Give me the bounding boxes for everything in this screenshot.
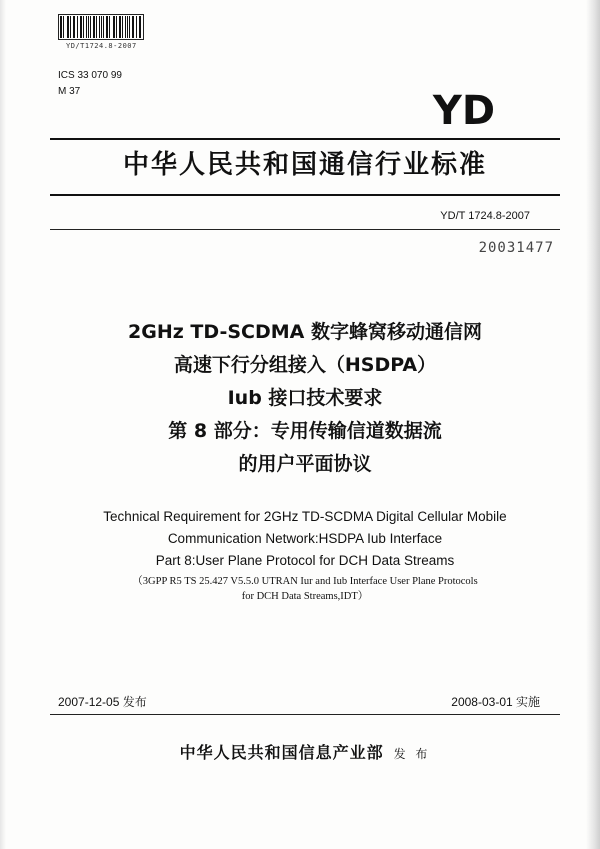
title-rule <box>50 194 560 196</box>
cn-title-line-2: 高速下行分组接入（HSDPA） <box>173 354 437 376</box>
yd-logo-text: YD <box>432 88 496 130</box>
en-title-line-3: Part 8:User Plane Protocol for DCH Data Streams <box>155 553 455 568</box>
barcode-text: YD/T1724.8-2007 <box>66 42 137 50</box>
barcode <box>58 14 144 40</box>
scan-edge-right <box>586 0 600 849</box>
number-rule <box>50 229 560 230</box>
reference-line-1: （3GPP R5 TS 25.427 V5.5.0 UTRAN Iur and Iub Interface User Plane Protocols <box>132 576 478 587</box>
implementation-date: 2008-03-01 实施 <box>451 695 540 709</box>
scan-edge-left <box>0 0 6 849</box>
bottom-rule <box>50 714 560 715</box>
cn-title-line-4: 第 8 部分：专用传输信道数据流 <box>168 420 442 442</box>
ics-code: ICS 33 070 99 <box>58 70 122 81</box>
cn-title-line-1: 2GHz TD-SCDMA 数字蜂窝移动通信网 <box>128 321 482 343</box>
reference-line-2: for DCH Data Streams,IDT） <box>241 591 369 602</box>
issuing-authority <box>50 740 560 763</box>
standard-title: 中华人民共和国通信行业标准 <box>122 150 487 180</box>
en-title-line-2: Communication Network:HSDPA Iub Interface <box>167 531 443 546</box>
top-rule <box>50 138 560 140</box>
stamp-number: 20031477 <box>478 240 554 256</box>
en-title-line-1: Technical Requirement for 2GHz TD-SCDMA Digital Cellular Mobile <box>103 509 507 524</box>
publish-label: 发 布 <box>393 747 431 761</box>
category-code: M 37 <box>58 86 81 97</box>
yd-logo <box>432 88 496 130</box>
ministry-name: 中华人民共和国信息产业部 <box>179 743 384 762</box>
standard-number: YD/T 1724.8-2007 <box>440 210 530 222</box>
issue-date: 2007-12-05 发布 <box>58 695 147 709</box>
cn-title-line-3: Iub 接口技术要求 <box>227 387 383 409</box>
cn-title-line-5: 的用户平面协议 <box>238 453 372 475</box>
